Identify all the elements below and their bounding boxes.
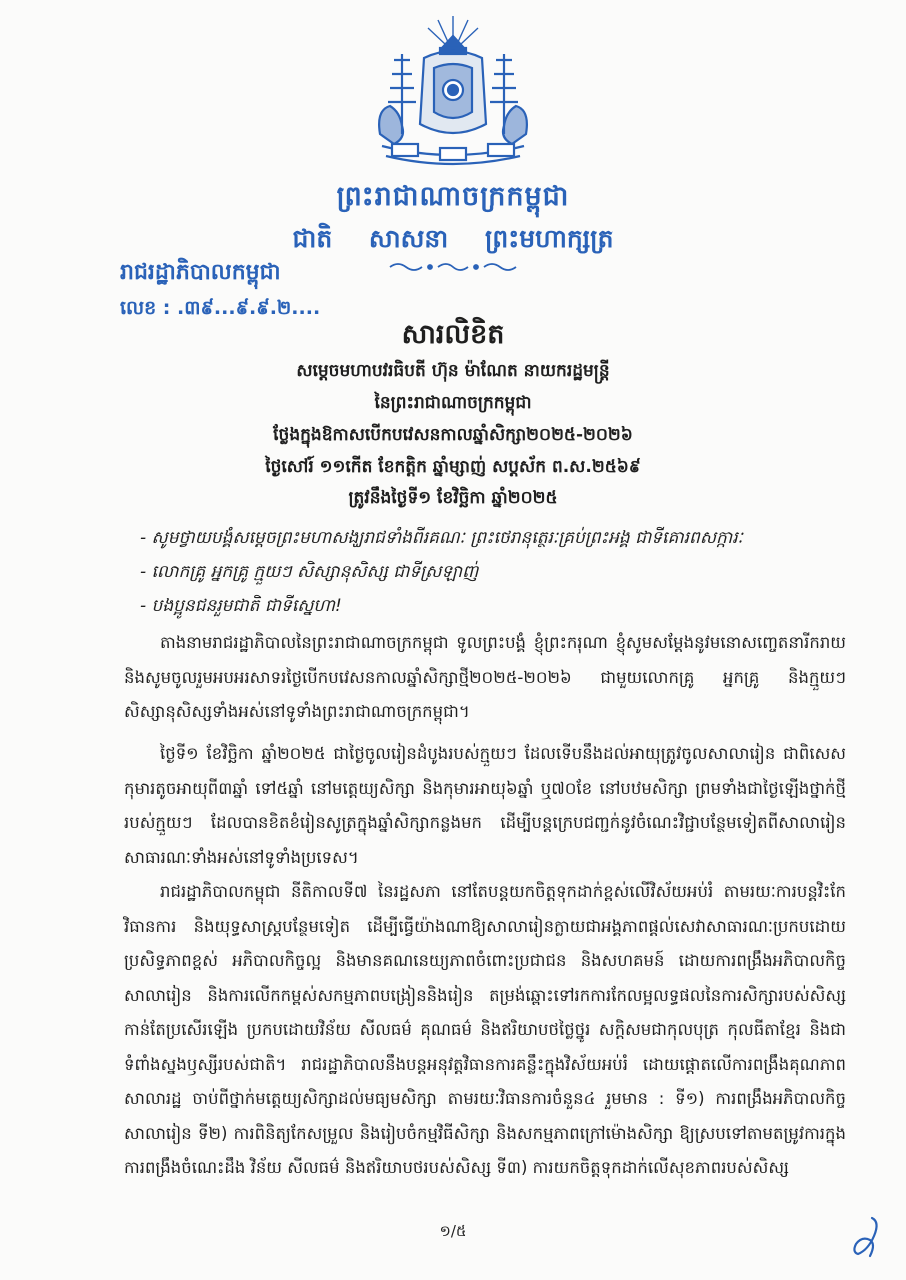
initial-signature-icon <box>850 1214 884 1260</box>
greeting-line: - សូមថ្វាយបង្គំសម្តេចព្រះមហាសង្ឃរាជទាំងពីរគណៈ ព្រះថេរានុត្ថេរៈគ្រប់ព្រះអង្គ ជាទីគោរពសក្ការៈ <box>140 528 743 548</box>
body-paragraph: ថ្ងៃទី១ ខែវិច្ឆិកា ឆ្នាំ២០២៥ ជាថ្ងៃចូលរៀនដំបូងរបស់ក្មួយៗ ដែលទើបនឹងដល់អាយុត្រូវចូលសាលារៀន ជាពិសេសកុមារតូចអាយុពី៣ឆ្នាំ ទៅ៥ឆ្នាំ នៅមត្តេយ្យសិក្សា និងកុមារអាយុ៦ឆ្នាំ ឬ៧០ខែ នៅបឋមសិក្សា ព្រមទាំងជាថ្ងៃឡើងថ្នាក់ថ្មីរបស់ក្មួយៗ ដែលបានខិតខំរៀនសូត្រក្នុងឆ្នាំសិក្សាកន្លងមក ដើម្បីបន្តក្រេបជញ្ជក់នូវចំណេះវិជ្ជាបន្ថែមទៀតពីសាលារៀនសាធារណៈទាំងអស់នៅទូទាំងប្រទេស។ <box>124 744 846 867</box>
greeting-line: - បងប្អូនជនរួមជាតិ ជាទីស្នេហា! <box>140 596 342 616</box>
subtitle-line: នៃព្រះរាជាណាចក្រកម្ពុជា <box>374 393 532 413</box>
royal-emblem-icon <box>372 14 534 174</box>
national-motto: ជាតិ សាសនា ព្រះមហាក្សត្រ <box>292 224 614 253</box>
body-paragraph: រាជរដ្ឋាភិបាលកម្ពុជា នីតិកាលទី៧ នៃរដ្ឋសភា នៅតែបន្តយកចិត្តទុកដាក់ខ្ពស់លើវិស័យអប់រំ តាមរយៈការបន្តវិះកែវិធានការ និងយុទ្ធសាស្ត្របន្ថែមទៀត ដើម្បីធ្វើយ៉ាងណាឱ្យសាលារៀនក្លាយជាអង្គភាពផ្តល់សេវាសាធារណៈប្រកបដោយប្រសិទ្ធភាពខ្ពស់ អភិបាលកិច្ចល្អ និងមានគណនេយ្យភាពចំពោះប្រជាជន និងសហគមន៍ ដោយការពង្រឹងអភិបាលកិច្ចសាលារៀន និងការលើកកម្ពស់សកម្មភាពបង្រៀននិងរៀន តម្រង់ឆ្ពោះទៅរកការកែលម្អលទ្ធផលនៃការសិក្សារបស់សិស្សកាន់តែប្រសើរឡើង ប្រកបដោយវិន័យ សីលធម៌ គុណធម៌ និងឥរិយាបថថ្លៃថ្នូរ សក្តិសមជាកុលបុត្រ កុលធីតាខ្មែរ និងជាទំពាំងស្នងឫស្សីរបស់ជាតិ។ រាជរដ្ឋាភិបាលនឹងបន្តអនុវត្តវិធានការគន្លឹះក្នុងវិស័យអប់រំ ដោយផ្តោតលើការពង្រឹងគុណភាពសាលារដ្ឋ ចាប់ពីថ្នាក់មត្តេយ្យសិក្សាដល់មធ្យមសិក្សា តាមរយៈវិធានការចំនួន៤ រួមមាន : ទី១) ការពង្រឹងអភិបាលកិច្ចសាលារៀន ទី២) ការពិនិត្យកែសម្រួល និងរៀបចំកម្មវិធីសិក្សា និងសកម្មភាពក្រៅម៉ោងសិក្សា ឱ្យស្របទៅតាមតម្រូវការក្នុងការពង្រឹងចំណេះដឹង វិន័យ សីលធម៌ និងឥរិយាបថរបស់សិស្ស ទី៣) ការយកចិត្តទុកដាក់លើសុខភាពរបស់សិស្ស <box>124 882 846 1177</box>
subtitle-line: ត្រូវនឹងថ្ងៃទី១ ខែវិច្ឆិកា ឆ្នាំ២០២៥ <box>348 488 558 508</box>
kingdom-name: ព្រះរាជាណាចក្រកម្ពុជា <box>336 181 570 212</box>
subtitle-line: ថ្លែងក្នុងឱកាសបើកបវេសនកាលឆ្នាំសិក្សា២០២៥-២០២៦ <box>273 425 633 445</box>
subtitle-line: ថ្ងៃសៅរ៍ ១១កើត ខែកត្តិក ឆ្នាំម្សាញ់ សប្តស័ក ព.ស.២៥៦៩ <box>265 457 641 477</box>
ornament-divider-icon <box>386 260 520 274</box>
body-paragraph: តាងនាមរាជរដ្ឋាភិបាលនៃព្រះរាជាណាចក្រកម្ពុជា ទូលព្រះបង្គំ ខ្ញុំព្រះករុណា ខ្ញុំសូមសម្តែងនូវមនោសញ្ចេតនារីករាយ និងសូមចូលរួមអបអរសាទរថ្ងៃបើកបវេសនកាលឆ្នាំសិក្សាថ្មី២០២៥-២០២៦ ជាមួយលោកគ្រូ អ្នកគ្រូ និងក្មួយៗសិស្សានុសិស្សទាំងអស់នៅទូទាំងព្រះរាជាណាចក្រកម្ពុជា។ <box>124 633 846 721</box>
number-label: លេខ : <box>120 297 171 319</box>
page-number: ១/៥ <box>439 1222 467 1240</box>
subtitle-line: សម្តេចមហាបវរធិបតី ហ៊ុន ម៉ាណែត នាយករដ្ឋមន្ត្រី <box>296 361 610 381</box>
document-title: សារលិខិត <box>401 319 505 350</box>
number-value: .៣៩...៩.៩.២.... <box>177 297 321 319</box>
issuing-government: រាជរដ្ឋាភិបាលកម្ពុជា <box>120 260 281 285</box>
greeting-line: - លោកគ្រូ អ្នកគ្រូ ក្មួយៗ សិស្សានុសិស្ស ជាទីស្រឡាញ់ <box>140 562 479 582</box>
